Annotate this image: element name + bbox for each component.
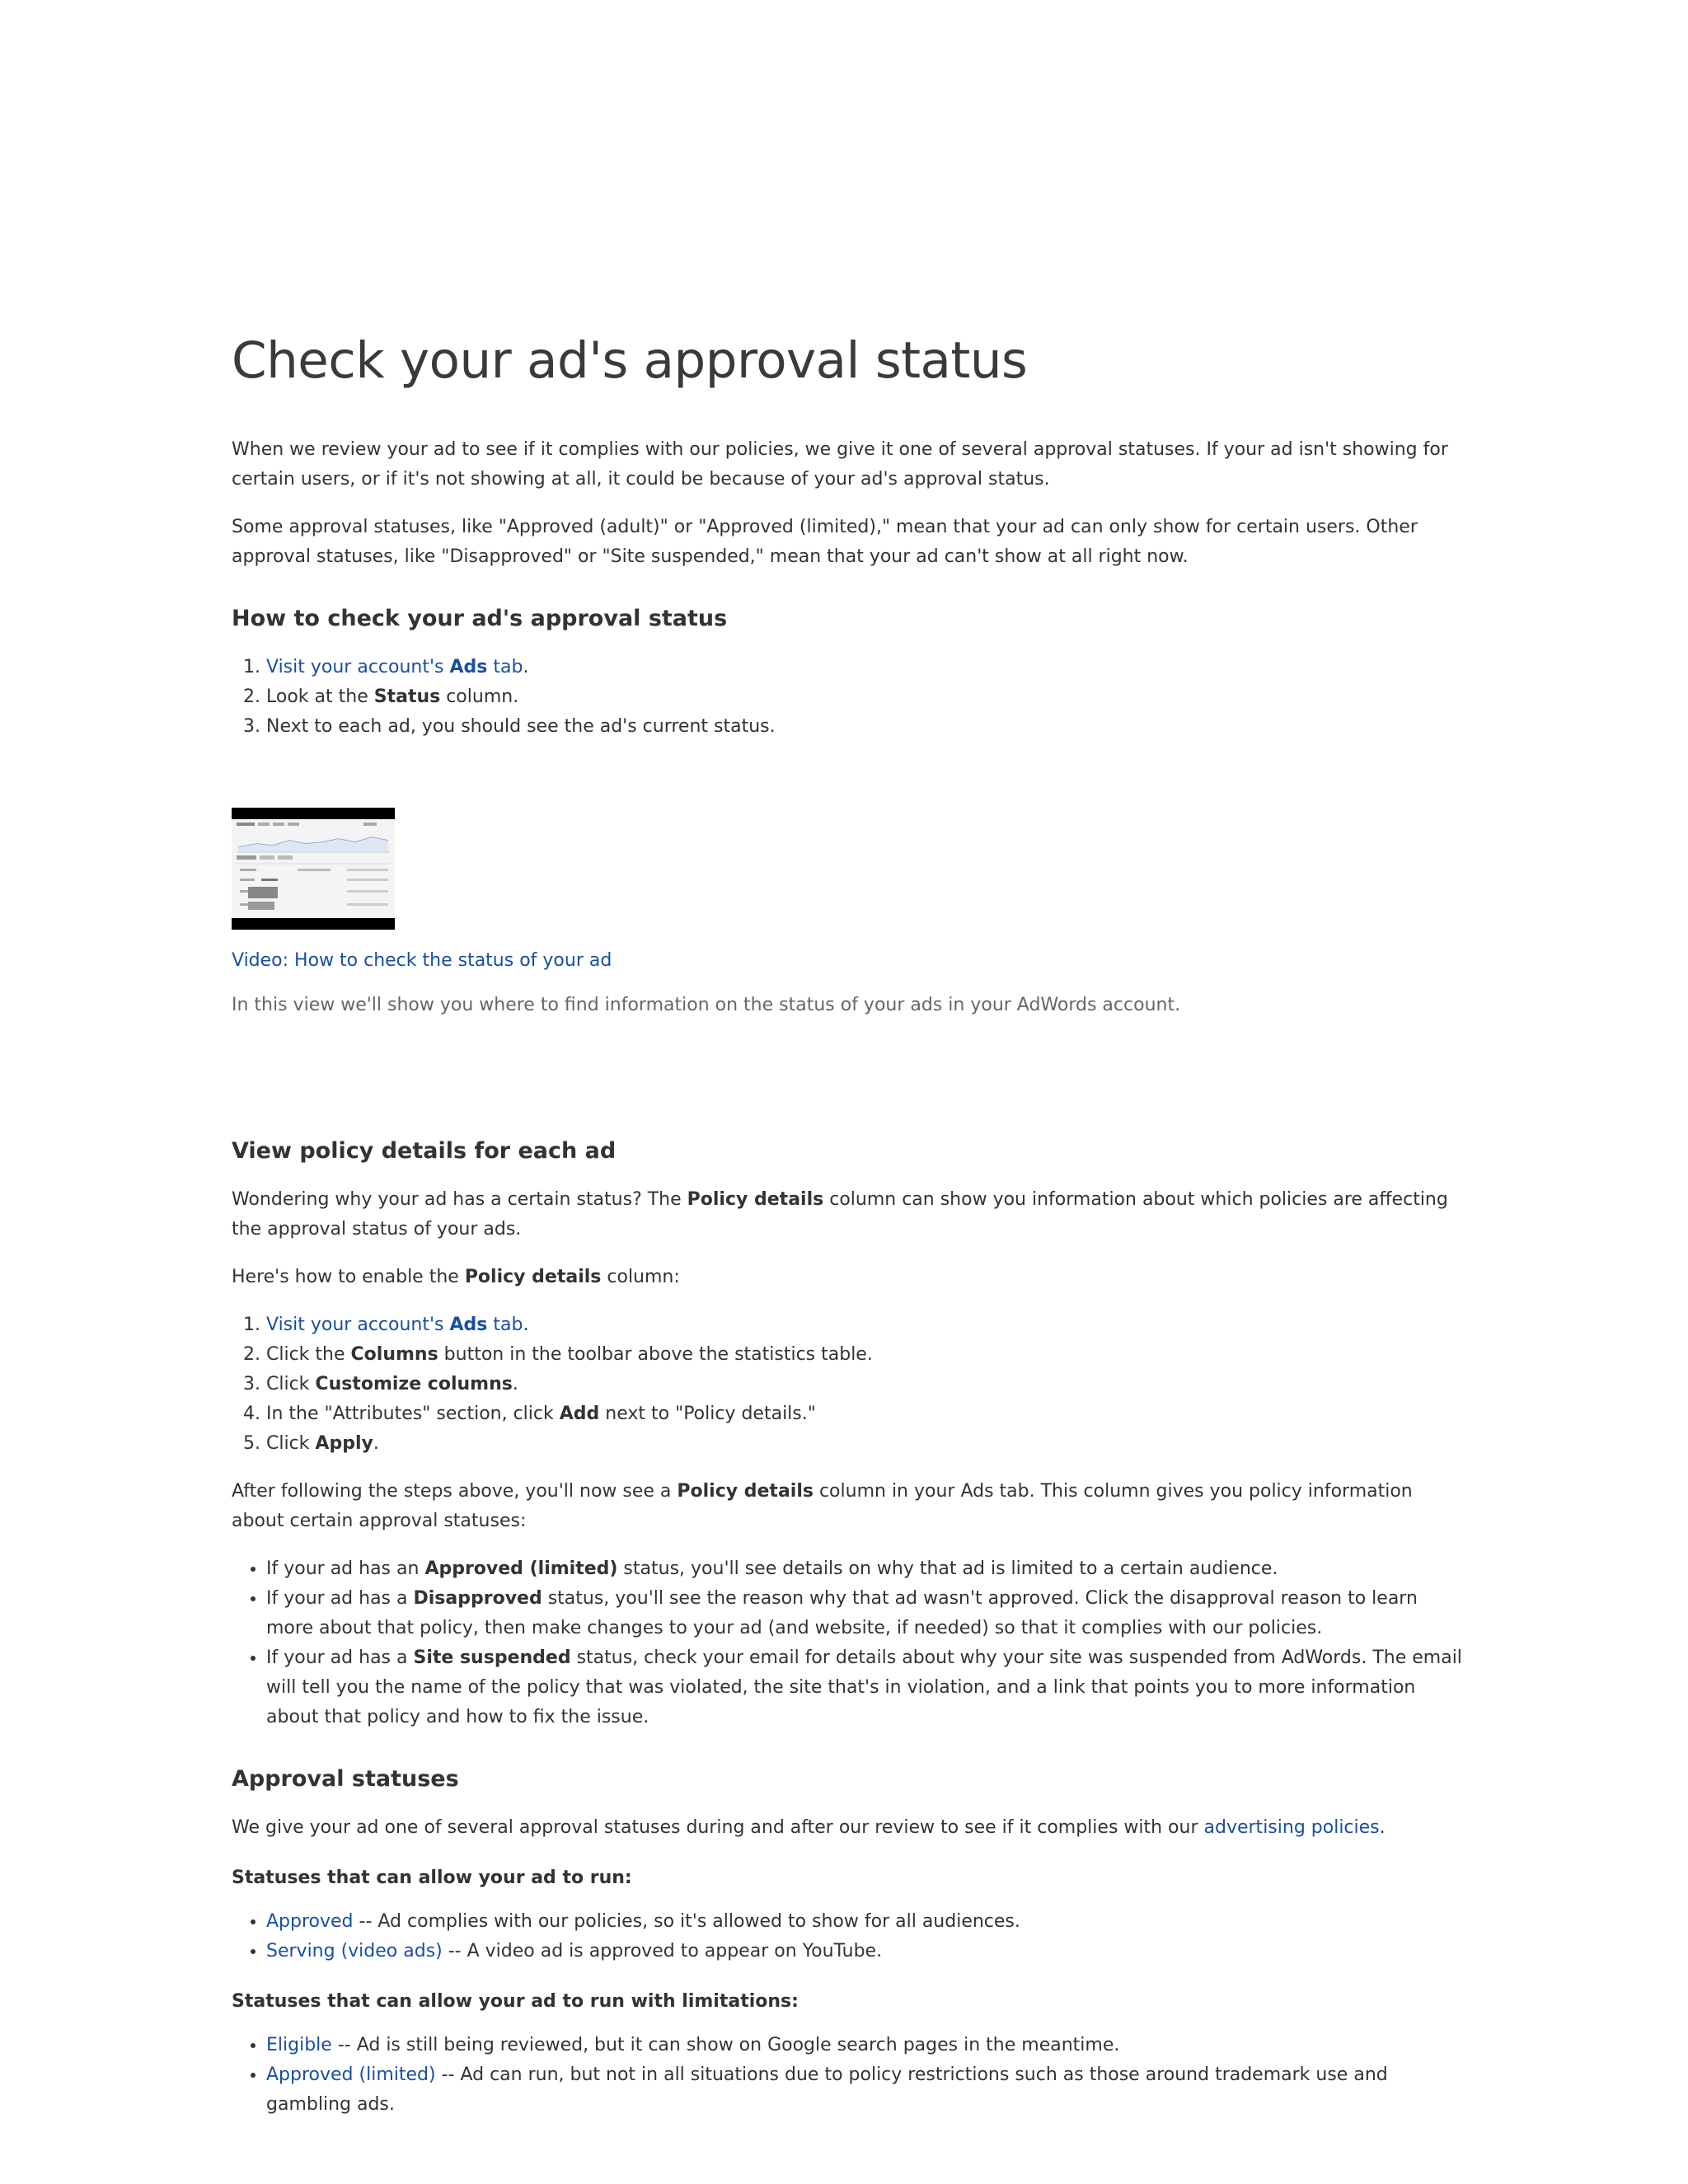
status-link-eligible[interactable]: Eligible	[266, 2035, 332, 2055]
intro-paragraph-1: When we review your ad to see if it complies with our policies, we give it one of several approval statuses. If your ad isn't showing for certain users, or if it's not showing at all, it could be because of your ad's approval status.	[232, 439, 1448, 490]
approval-statuses-paragraph: We give your ad one of several approval statuses during and after our review to see if it complies with our advertising policies.	[232, 1817, 1386, 1838]
list-item: • If your ad has an Approved (limited) status, you'll see details on why that ad is limited to a certain audience.	[266, 1554, 1468, 1584]
document	[232, 330, 1468, 2138]
list-item: • Approved (limited) -- Ad can run, but not in all situations due to policy restrictions such as those around trademark use and gambling ads.	[266, 2060, 1468, 2120]
list-item: • Serving (video ads) -- A video ad is approved to appear on YouTube.	[266, 1937, 1468, 1966]
section-heading-check-status: How to check your ad's approval status	[232, 606, 728, 631]
step-item: 3. Next to each ad, you should see the ad's current status.	[266, 712, 1468, 742]
advertising-policies-link[interactable]: advertising policies	[1203, 1817, 1380, 1838]
video-link[interactable]: Video: How to check the status of your ad	[232, 950, 612, 971]
list-item: • If your ad has a Site suspended status, check your email for details about why your site was suspended from AdWords. The email will tell you the name of the policy that was violated, the site that's in violation, and a link that points you to more information about that policy and how to fix the issue.	[266, 1643, 1468, 1732]
status-link-approved[interactable]: Approved	[266, 1911, 354, 1932]
section-heading-approval-statuses: Approval statuses	[232, 1766, 459, 1792]
status-link-serving-video[interactable]: Serving (video ads)	[266, 1941, 443, 1961]
limited-statuses-list	[232, 2031, 1468, 2120]
video-thumbnail[interactable]	[232, 808, 395, 930]
policy-details-paragraph-3: After following the steps above, you'll now see a Policy details column in your Ads tab. This column gives you policy information about certain approval statuses:	[232, 1481, 1413, 1531]
adwords-screenshot-image	[232, 819, 395, 918]
step-item: 2. Click the Columns button in the toolbar above the statistics table.	[266, 1340, 1468, 1370]
run-statuses-list	[232, 1907, 1468, 1966]
policy-status-bullets	[232, 1554, 1468, 1732]
step-item: 3. Click Customize columns.	[266, 1370, 1468, 1399]
intro-paragraph-2: Some approval statuses, like "Approved (adult)" or "Approved (limited)," mean that your ad can only show for certain users. Other approval statuses, like "Disapproved" or "Site suspended," mean that your ad can't show at all right now.	[232, 517, 1418, 567]
enable-policy-details-steps	[232, 1310, 1468, 1459]
policy-details-paragraph-2: Here's how to enable the Policy details column:	[232, 1267, 680, 1287]
step-item: 1. Visit your account's Ads tab.	[266, 653, 1468, 682]
ads-tab-link[interactable]: Visit your account's Ads tab	[266, 1315, 523, 1335]
video-caption: In this view we'll show you where to find information on the status of your ads in your AdWords account.	[232, 995, 1181, 1015]
step-item: 5. Click Apply.	[266, 1429, 1468, 1459]
step-item: 1. Visit your account's Ads tab.	[266, 1310, 1468, 1340]
page-title: Check your ad's approval status	[232, 331, 1028, 390]
step-item: 4. In the "Attributes" section, click Add next to "Policy details."	[266, 1399, 1468, 1429]
subheading-limited: Statuses that can allow your ad to run with limitations:	[232, 1991, 799, 2012]
policy-details-paragraph-1: Wondering why your ad has a certain status? The Policy details column can show you information about which policies are affecting the approval status of your ads.	[232, 1189, 1448, 1240]
section-heading-policy-details: View policy details for each ad	[232, 1138, 617, 1164]
list-item: • Eligible -- Ad is still being reviewed, but it can show on Google search pages in the meantime.	[266, 2031, 1468, 2060]
status-link-approved-limited[interactable]: Approved (limited)	[266, 2064, 436, 2085]
check-status-steps	[232, 653, 1468, 742]
subheading-run: Statuses that can allow your ad to run:	[232, 1868, 632, 1888]
step-item: 2. Look at the Status column.	[266, 682, 1468, 712]
list-item: • Approved -- Ad complies with our policies, so it's allowed to show for all audiences.	[266, 1907, 1468, 1937]
list-item: • If your ad has a Disapproved status, you'll see the reason why that ad wasn't approved. Click the disapproval reason to learn more about that policy, then make changes to your ad (and website, if needed) so that it complies with our policies.	[266, 1584, 1468, 1643]
ads-tab-link[interactable]: Visit your account's Ads tab	[266, 657, 523, 677]
